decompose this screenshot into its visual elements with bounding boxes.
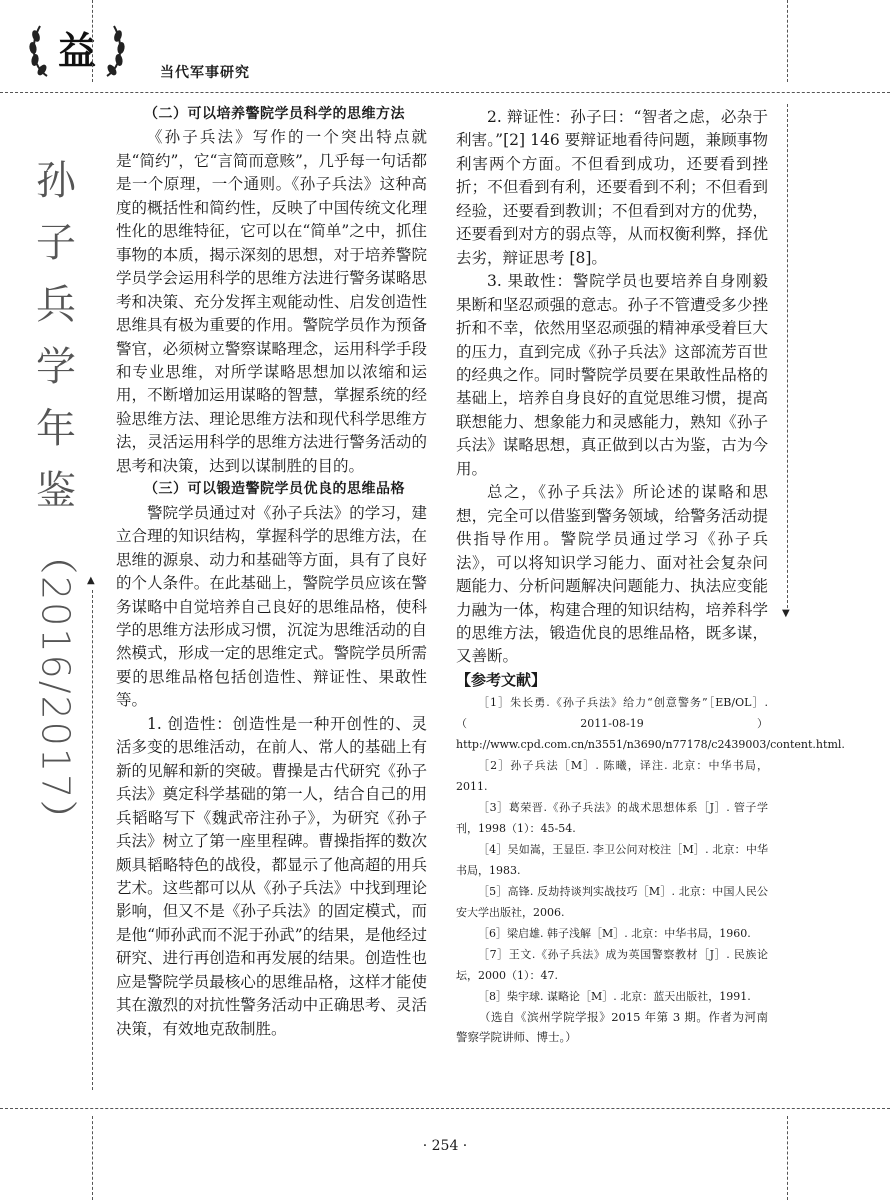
reference-item: ［1］朱长勇.《孙子兵法》给力“创意警务”［EB/OL］.（2011-08-19）http://www.cpd.com.cn/n3551/n3690/n77178/c2439003/content.html. xyxy=(456,696,845,752)
reference-item: ［3］葛荣晋.《孙子兵法》的战术思想体系［J］. 管子学刊，1998（1）：45-54. xyxy=(456,801,768,836)
references-list xyxy=(456,692,845,1007)
left-bottom-guide xyxy=(92,1116,93,1200)
reference-item: ［6］梁启雄. 韩子浅解［M］. 北京：中华书局，1960. xyxy=(478,927,751,941)
journal-logo xyxy=(22,14,132,84)
up-arrow-icon: ▲ xyxy=(87,575,95,586)
side-title-year: （2016/2017） xyxy=(33,535,78,841)
reference-item: ［7］王文.《孙子兵法》成为英国警察教材［J］. 民族论坛，2000（1）：47. xyxy=(456,948,768,983)
body-paragraph: 1. 创造性：创造性是一种开创性的、灵活多变的思维活动，在前人、常人的基础上有新的见解和新的突破。曹操是古代研究《孙子兵法》奠定科学基础的第一人，结合自己的用兵韬略写下《魏武帝注孙子》，为研究《孙子兵法》树立了第一座里程碑。曹操指挥的数次颇具韬略特色的战役，都显示了他高超的用兵艺术。这些都可以从《孙子兵法》中找到理论影响，但又不是《孙子兵法》的固定模式，而是他“师孙武而不泥于孙武”的结果，是他经过研究、进行再创造和再发展的结果。创造性也应是警院学员最核心的思维品格，这样才能使其在激烈的对抗性警务活动中正确思考、灵活决策，有效地克敌制胜。 xyxy=(116,714,427,1038)
reference-item: ［4］吴如嵩，王显臣. 李卫公问对校注［M］. 北京：中华书局，1983. xyxy=(456,843,768,878)
down-arrow-icon: ▼ xyxy=(782,608,790,619)
body-paragraph: 警院学员通过对《孙子兵法》的学习，建立合理的知识结构，掌握科学的思维方法，在思维的源泉、动力和基础等方面，具有了良好的个人条件。在此基础上，警院学员应该在警务谋略中自觉培养自己良好的思维品格，使科学的思维方法形成习惯，沉淀为思维活动的自然模式，形成一定的思维定式。警院学员所需要的思维品格包括创造性、辩证性、果敢性等。 xyxy=(116,503,427,710)
right-margin-guide xyxy=(787,104,788,608)
header-rule xyxy=(0,92,890,93)
references-heading: 【参考文献】 xyxy=(456,670,547,689)
logo-glyph: 益 xyxy=(57,29,97,73)
reference-item: ［8］柴宇球. 谋略论［M］. 北京：蓝天出版社，1991. xyxy=(478,990,751,1004)
footer-rule xyxy=(0,1108,890,1109)
side-title xyxy=(28,150,84,848)
right-top-guide xyxy=(787,0,788,82)
side-title-char: 兵 xyxy=(36,282,76,328)
body-paragraph: 总之，《孙子兵法》所论述的谋略和思想，完全可以借鉴到警务领域，给警务活动提供指导作用。警院学员通过学习《孙子兵法》，可以将知识学习能力、面对社会复杂问题能力、分析问题解决问题能力、执法应变能力融为一体，构建合理的知识结构，培养科学的思维方法，锻造优良的思维品格，既多谋，又善断。 xyxy=(456,483,768,666)
body-paragraph: 3. 果敢性：警院学员也要培养自身刚毅果断和坚忍顽强的意志。孙子不管遭受多少挫折和不幸，依然用坚忍顽强的精神承受着巨大的压力，直到完成《孙子兵法》这部流芳百世的经典之作。同时警院学员要在果敢性品格的基础上，培养自身良好的直觉思维习惯，提高联想能力、想象能力和灵感能力，熟知《孙子兵法》谋略思想，真正做到以古为鉴，古为今用。 xyxy=(456,272,768,478)
right-bottom-guide xyxy=(787,1116,788,1200)
body-paragraph: 《孙子兵法》写作的一个突出特点就是“简约”，它“言简而意赅”，几乎每一句话都是一个原理，一个通则。《孙子兵法》这种高度的概括性和简约性，反映了中国传统文化理性化的思维特征，它可以在“简单”之中，抓住事物的本质，揭示深刻的思想，对于培养警院学员学会运用科学的思维方法进行警务谋略思考和决策、充分发挥主观能动性、启发创造性思维具有极为重要的作用。警院学员作为预备警官，必须树立警察谋略理念，运用科学手段和专业思维，对所学谋略思想加以浓缩和运用，不断增加运用谋略的智慧，掌握系统的经验思维方法、理论思维方法和现代科学思维方法，灵活运用科学的思维方法进行警务活动的思考和决策，达到以谋制胜的目的。 xyxy=(116,128,427,475)
side-title-char: 孙 xyxy=(36,158,76,204)
side-title-char: 子 xyxy=(36,220,76,266)
side-title-char: 鉴 xyxy=(36,468,76,514)
left-margin-guide xyxy=(92,590,93,1090)
left-column xyxy=(116,103,427,1041)
page-number: · 254 · xyxy=(422,1138,468,1154)
side-title-char: 年 xyxy=(36,406,76,452)
reference-item: ［5］高锋. 反劫持谈判实战技巧［M］. 北京：中国人民公安大学出版社，2006. xyxy=(456,885,768,920)
section-heading: （三）可以锻造警院学员优良的思维品格 xyxy=(144,481,405,498)
body-paragraph: 2. 辩证性：孙子曰：“智者之虑，必杂于利害。”[2] 146 要辩证地看待问题，兼顾事物利害两个方面。不但看到成功，还要看到挫折；不但看到有利，还要看到不利；不但看到经验，还要看到教训；不但看到对方的优势，还要看到对方的弱点等，从而权衡利弊，择优去劣，辩证思考 [8]。 xyxy=(456,108,768,267)
right-column xyxy=(456,106,845,1047)
left-top-guide xyxy=(92,0,93,82)
source-note: （选自《滨州学院学报》2015 年第 3 期。作者为河南警察学院讲师、博士。） xyxy=(456,1010,768,1045)
side-title-char: 学 xyxy=(36,344,76,390)
section-heading: （二）可以培养警院学员科学的思维方法 xyxy=(144,106,405,122)
reference-item: ［2］孙子兵法［M］. 陈曦，译注. 北京：中华书局，2011. xyxy=(456,759,768,794)
journal-name: 当代军事研究 xyxy=(160,65,250,81)
